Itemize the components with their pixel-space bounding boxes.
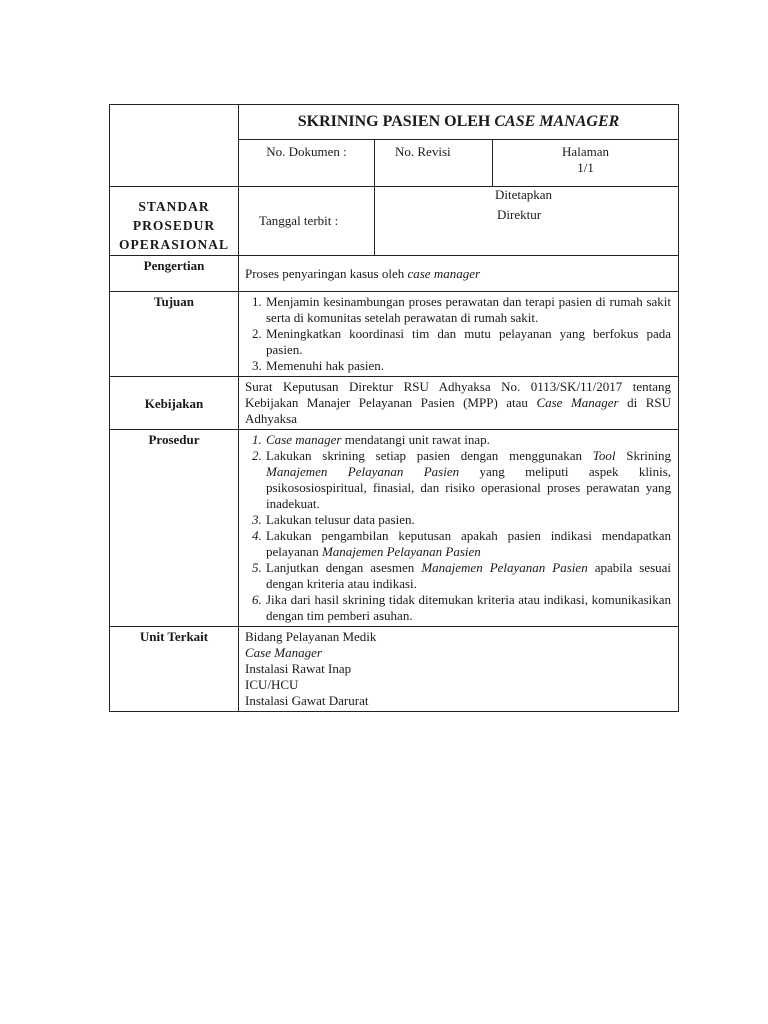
sop-row bbox=[110, 187, 679, 256]
tujuan-row bbox=[110, 292, 679, 377]
sop-table bbox=[109, 104, 679, 712]
unit-item: Instalasi Rawat Inap bbox=[245, 661, 352, 676]
no-revisi-cell: No. Revisi bbox=[375, 140, 493, 187]
pengertian-label: Pengertian bbox=[110, 256, 239, 292]
prosedur-item: 6. Jika dari hasil skrining tidak ditemukan kriteria atau indikasi, komunikasikan dengan tim pemberi asuhan. bbox=[265, 592, 671, 624]
unit-item: Bidang Pelayanan Medik bbox=[245, 629, 377, 644]
tanggal-terbit-cell: Tanggal terbit : bbox=[239, 187, 375, 256]
document-title: SKRINING PASIEN OLEH CASE MANAGER bbox=[239, 105, 679, 140]
prosedur-list bbox=[245, 432, 671, 624]
prosedur-item: 5. Lanjutkan dengan asesmen Manajemen Pelayanan Pasien apabila sesuai dengan kriteria atau indikasi. bbox=[265, 560, 671, 592]
tujuan-label: Tujuan bbox=[110, 292, 239, 377]
unit-terkait-text bbox=[239, 627, 679, 712]
prosedur-item: 3. Lakukan telusur data pasien. bbox=[265, 512, 671, 528]
logo-cell bbox=[110, 105, 239, 187]
prosedur-item: 4. Lakukan pengambilan keputusan apakah pasien indikasi mendapatkan pelayanan Manajemen Pelayanan Pasien bbox=[265, 528, 671, 560]
sop-label: STANDAR PROSEDUR OPERASIONAL bbox=[110, 187, 239, 256]
tujuan-item: 3. Memenuhi hak pasien. bbox=[265, 358, 671, 374]
unit-item: Instalasi Gawat Darurat bbox=[245, 693, 369, 708]
halaman-label: Halaman bbox=[562, 144, 609, 159]
unit-item: ICU/HCU bbox=[245, 677, 299, 692]
prosedur-text bbox=[239, 430, 679, 627]
prosedur-row bbox=[110, 430, 679, 627]
tujuan-list bbox=[245, 294, 671, 374]
tujuan-item: 1. Menjamin kesinambungan proses perawatan dan terapi pasien di rumah sakit serta di komunitas setelah perawatan di rumah sakit. bbox=[265, 294, 671, 326]
prosedur-item: 2. Lakukan skrining setiap pasien dengan menggunakan Tool Skrining Manajemen Pelayanan Pasien yang meliputi aspek klinis, psikososiospiritual, finasial, dan risiko operasional proses perawatan yang inadekuat. bbox=[265, 448, 671, 512]
halaman-cell bbox=[493, 140, 679, 187]
no-dokumen-cell: No. Dokumen : bbox=[239, 140, 375, 187]
unit-item: Case Manager bbox=[245, 645, 322, 660]
kebijakan-row bbox=[110, 377, 679, 430]
halaman-value: 1/1 bbox=[577, 160, 594, 175]
direktur-label: Direktur bbox=[497, 207, 542, 222]
unit-terkait-label: Unit Terkait bbox=[110, 627, 239, 712]
prosedur-label: Prosedur bbox=[110, 430, 239, 627]
tujuan-text bbox=[239, 292, 679, 377]
prosedur-item: 1. Case manager mendatangi unit rawat inap. bbox=[265, 432, 671, 448]
ditetapkan-label: Ditetapkan bbox=[495, 187, 553, 202]
kebijakan-label: Kebijakan bbox=[110, 377, 239, 430]
pengertian-row bbox=[110, 256, 679, 292]
title-row bbox=[110, 105, 679, 140]
pengertian-text: Proses penyaringan kasus oleh case manager bbox=[239, 256, 679, 292]
ditetapkan-cell bbox=[375, 187, 679, 256]
kebijakan-text: Surat Keputusan Direktur RSU Adhyaksa No. 0113/SK/11/2017 tentang Kebijakan Manajer Pelayanan Pasien (MPP) atau Case Manager di RSU Adhyaksa bbox=[239, 377, 679, 430]
tujuan-item: 2. Meningkatkan koordinasi tim dan mutu pelayanan yang berfokus pada pasien. bbox=[265, 326, 671, 358]
unit-terkait-row bbox=[110, 627, 679, 712]
